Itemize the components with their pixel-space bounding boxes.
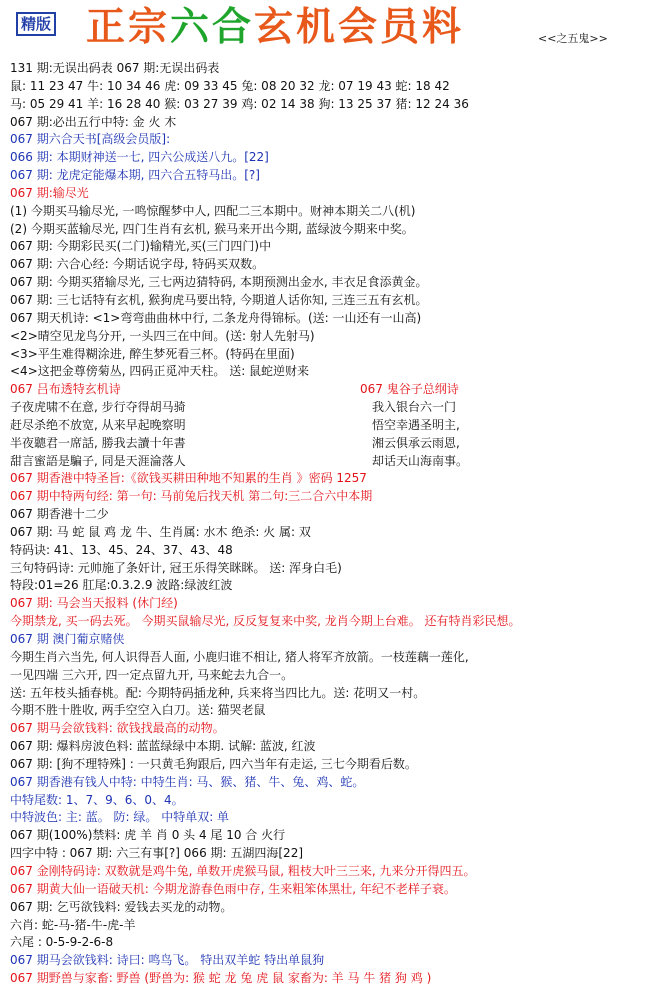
text-line: 067 期: 马会当天报料 (休门经) bbox=[10, 596, 178, 611]
block-1 bbox=[10, 60, 660, 381]
text-line: 067 期马会欲钱料: 诗曰: 鸣鸟飞。 特出双羊蛇 特出单鼠狗 bbox=[10, 953, 325, 968]
title-part: 会员料 bbox=[338, 4, 465, 50]
text-line: 067 期天机诗: <1>弯弯曲曲林中行, 二条龙舟得锦标。(送: 一山还有一山高) bbox=[10, 310, 422, 325]
poem-right-line: 我入银台六一门 bbox=[372, 400, 457, 415]
text-line: 送: 五年枝头插春桃。配: 今期特码插龙种, 兵来将当四比九。送: 花明又一村。 bbox=[10, 685, 426, 700]
header bbox=[0, 0, 667, 58]
text-line: <3>平生难得糊涂进, 醉生梦死看三杯。(特码在里面) bbox=[10, 346, 295, 361]
text-line: 067 期: 乞丐欲钱料: 爱钱去买龙的动物。 bbox=[10, 899, 233, 914]
text-line: 067 期野兽与家畜: 野兽 (野兽为: 猴 蛇 龙 兔 虎 鼠 家畜为: 羊 马 牛 猪 狗 鸡 ) bbox=[10, 971, 432, 986]
text-line: 四字中特 : 067 期: 六三有事[?] 066 期: 五湖四海[22] bbox=[10, 846, 304, 861]
page-title bbox=[86, 2, 464, 52]
text-line: 067 期: 今期彩民买(二门)输精光,买(三门四门)中 bbox=[10, 239, 272, 254]
poem-right-line: 却话天山海南事。 bbox=[372, 453, 469, 468]
poem-row bbox=[10, 435, 660, 453]
text-line: 067 期: [狗不理特殊] : 一只黄毛狗跟后, 四六当年有走运, 三七今期看后数。 bbox=[10, 756, 417, 771]
title-part: 正宗 bbox=[86, 4, 171, 50]
poem-row bbox=[10, 399, 660, 417]
text-line: 067 期:必出五行中特: 金 火 木 bbox=[10, 114, 177, 129]
text-line: 131 期:无误出码表 067 期:无误出码表 bbox=[10, 61, 220, 75]
text-line: 特码诀: 41、13、45、24、37、43、48 bbox=[10, 542, 233, 557]
block-2 bbox=[10, 470, 660, 987]
text-line: <4>这把金尊傍菊丛, 四码正觅冲天柱。 送: 鼠蛇逆财来 bbox=[10, 364, 310, 379]
content bbox=[10, 60, 660, 988]
text-line: 今期不胜十胜收, 两手空空入白刀。送: 猫哭老鼠 bbox=[10, 703, 266, 718]
text-line: 067 期: 今期买猪输尽光, 三七两边猜特码, 本期预测出金水, 丰衣足食添黄金。 bbox=[10, 275, 428, 290]
text-line: 一见四端 三六开, 四一定点留九开, 马来蛇去九合一。 bbox=[10, 667, 294, 682]
text-line: 今期禁龙, 买一码去死。 今期买鼠输尽光, 反反复复来中奖, 龙肖今期上台难。 还有特肖彩民想。 bbox=[10, 614, 521, 629]
text-line: <2>晴空见龙鸟分开, 一头四三在中间。(送: 射人先射马) bbox=[10, 328, 315, 343]
text-line: 今期生肖六当先, 何人识得吾人面, 小鹿归谁不相让, 猪人将军齐放箭。一枝莲藕一莲化, bbox=[10, 649, 469, 664]
author-signature: <<之五鬼>> bbox=[538, 32, 608, 45]
text-line: 066 期: 本期财神送一七, 四六公成送八九。[22] bbox=[10, 150, 269, 165]
text-line: 067 期香港有钱人中特: 中特生肖: 马、猴、猪、牛、兔、鸡、蛇。 bbox=[10, 774, 365, 789]
poem-left-line: 子夜虎啸不在意, 步行夺得胡马骑 bbox=[10, 400, 186, 415]
title-part: 六合 bbox=[170, 4, 255, 50]
text-line: 067 期六合天书[高级会员版]: bbox=[10, 132, 171, 147]
poem-left-line: 赶尽杀绝不放宽, 从来早起晚察明 bbox=[10, 417, 186, 432]
text-line: 特段:01=26 肛尾:0.3.2.9 波路:绿波红波 bbox=[10, 578, 233, 593]
text-line: (2) 今期买蓝输尽光, 四门生肖有玄机, 猴马来开出今期, 蓝绿波今期来中奖。 bbox=[10, 221, 414, 236]
poem-left-line: 甜言蜜語是騙子, 同是天涯淪落人 bbox=[10, 453, 186, 468]
text-line: 067 金刚特码诗: 双数就是鸡牛兔, 单数开虎猴马鼠, 粗枝大叶三三来, 九来分开得四五。 bbox=[10, 863, 476, 878]
title-part: 玄机 bbox=[254, 4, 339, 50]
text-line: 067 期: 龙虎定能爆本期, 四六合五特马出。[?] bbox=[10, 168, 260, 183]
text-line: 六肖: 蛇-马-猪-牛-虎-羊 bbox=[10, 917, 136, 932]
poem-right-title: 067 鬼谷子总纲诗 bbox=[360, 382, 459, 397]
text-line: 中特尾数: 1、7、9、6、0、4。 bbox=[10, 792, 184, 807]
text-line: 067 期马会欲钱料: 欲钱找最高的动物。 bbox=[10, 721, 225, 736]
poem-right-line: 湘云俱承云雨恩, bbox=[372, 435, 460, 450]
text-line: 067 期 澳门葡京赌侠 bbox=[10, 632, 125, 646]
edition-badge: 精版 bbox=[16, 12, 56, 36]
text-line: 067 期: 六合心经: 今期话说字母, 特码买双数。 bbox=[10, 257, 265, 272]
poem-left-title: 067 吕布透特玄机诗 bbox=[10, 382, 121, 397]
text-line: 马: 05 29 41 羊: 16 28 40 猴: 03 27 39 鸡: 02 14 38 狗: 13 25 37 猪: 12 24 36 bbox=[10, 96, 469, 111]
poem-left-line: 半夜聽君一席話, 勝我去讀十年書 bbox=[10, 435, 186, 450]
text-line: 067 期(100%)禁料: 虎 羊 肖 0 头 4 尾 10 合 火行 bbox=[10, 828, 286, 843]
poem-titles bbox=[10, 381, 660, 399]
poem-row bbox=[10, 417, 660, 435]
text-line: 鼠: 11 23 47 牛: 10 34 46 虎: 09 33 45 兔: 08 20 32 龙: 07 19 43 蛇: 18 42 bbox=[10, 78, 450, 93]
text-line: 067 期: 马 蛇 鼠 鸡 龙 牛、生肖属: 水木 绝杀: 火 属: 双 bbox=[10, 524, 311, 539]
poem-right-line: 悟空幸遇圣明主, bbox=[372, 417, 460, 432]
text-line: 中特波色: 主: 蓝。 防: 绿。 中特单双: 单 bbox=[10, 810, 230, 825]
poem-row bbox=[10, 453, 660, 471]
text-line: 067 期香港十二少 bbox=[10, 507, 109, 522]
text-line: 067 期: 三七话特有玄机, 猴狗虎马要出特, 今期道人话你知, 三连三五有玄机。 bbox=[10, 292, 428, 307]
text-line: 六尾 : 0-5-9-2-6-8 bbox=[10, 935, 114, 950]
text-line: 067 期:输尽光 bbox=[10, 185, 89, 200]
text-line: 三句特码诗: 元帅施了条奸计, 冠王乐得笑眯眯。 送: 浑身白毛) bbox=[10, 560, 342, 575]
text-line: 067 期香港中特圣旨:《欲钱买耕田种地不知累的生肖 》密码 1257 bbox=[10, 471, 367, 486]
text-line: 067 期中特两句经: 第一句: 马前兔后找天机 第二句:三二合六中本期 bbox=[10, 489, 373, 504]
text-line: (1) 今期买马输尽光, 一鸣惊醒梦中人, 四配二三本期中。财神本期关二八(机) bbox=[10, 203, 416, 218]
text-line: 067 期黄大仙一语破天机: 今期龙游春色雨中存, 生来粗笨体黑壮, 年纪不老样子衰。 bbox=[10, 881, 456, 896]
text-line: 067 期: 爆料房波色料: 蓝蓝绿绿中本期. 试解: 蓝波, 红波 bbox=[10, 739, 316, 754]
